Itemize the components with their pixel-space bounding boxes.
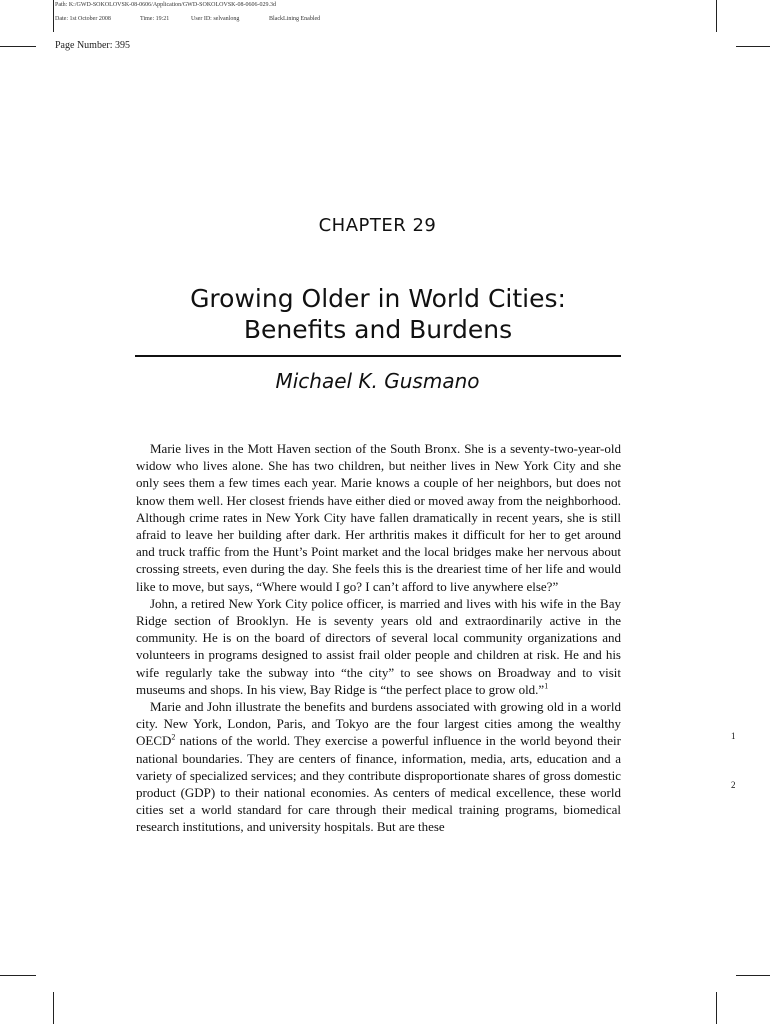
crop-mark-top-left-vertical bbox=[53, 0, 54, 32]
crop-mark-bottom-right-horizontal bbox=[736, 975, 770, 976]
paragraph-2 bbox=[136, 595, 621, 698]
title-rule bbox=[135, 355, 621, 357]
header-date: Date: 1st October 2008 bbox=[55, 16, 111, 22]
chapter-label: CHAPTER 29 bbox=[318, 215, 437, 236]
page-number: Page Number: 395 bbox=[55, 40, 130, 51]
body-text bbox=[136, 440, 621, 836]
paragraph-1: Marie lives in the Mott Haven section of the South Bronx. She is a seventy-two-year-old widow who lives alone. She has two children, but neither lives in New York City and she only sees them a few times each year. Marie knows a couple of her neighbors, but does not know them well. Her closest friends have either died or moved away from the neighborhood. Although crime rates in New York City have fallen dramatically in recent years, she is still afraid to leave her building after dark. Her arthritis makes it difficult for her to get around and truck traffic from the Hunt’s Point market and the local bridges make her nervous about crossing streets, even during the day. She feels this is the dreariest time of her life and would like to move, but says, “Where would I go? I can’t afford to live anywhere else?” bbox=[136, 441, 621, 594]
paragraph-2-text: John, a retired New York City police officer, is married and lives with his wife in the Bay Ridge section of Brooklyn. He is seventy years old and extraordinarily active in the community. He is on the board of directors of several local community organizations and volunteers in programs designed to assist frail older people and children at risk. He and his wife regularly take the subway into “the city” to see shows on Broadway and to visit museums and shops. In his view, Bay Ridge is “the perfect place to grow old.” bbox=[136, 595, 621, 697]
crop-mark-bottom-right-vertical bbox=[716, 992, 717, 1024]
author-name: Michael K. Gusmano bbox=[275, 369, 480, 393]
title-line-2: Benefits and Burdens bbox=[243, 315, 513, 344]
margin-note-1: 1 bbox=[731, 731, 736, 741]
paragraph-3 bbox=[136, 698, 621, 836]
crop-mark-top-right-horizontal bbox=[736, 46, 770, 47]
file-path: Path: K:/GWD-SOKOLOVSK-08-0606/Application/GWD-SOKOLOVSK-08-0606-029.3d bbox=[55, 2, 276, 8]
crop-mark-top-left-horizontal bbox=[0, 46, 36, 47]
margin-note-2: 2 bbox=[731, 780, 736, 790]
chapter-title bbox=[135, 283, 621, 345]
footnote-ref-1[interactable]: 1 bbox=[544, 681, 549, 691]
header-blacklining: BlackLining Enabled bbox=[269, 16, 321, 22]
crop-mark-top-right-vertical bbox=[716, 0, 717, 32]
header-user: User ID: selvanlong bbox=[191, 16, 240, 22]
paragraph-3-text-a: Marie and John illustrate the benefits and burdens associated with growing old in a world city. New York, London, Paris, and Tokyo are the four largest cities among the wealthy OECD bbox=[136, 699, 621, 749]
crop-mark-bottom-left-vertical bbox=[53, 992, 54, 1024]
title-line-1: Growing Older in World Cities: bbox=[190, 284, 566, 313]
header-time: Time: 19:21 bbox=[140, 16, 170, 22]
footnote-ref-2[interactable]: 2 bbox=[171, 733, 176, 743]
paragraph-3-text-b: nations of the world. They exercise a powerful influence in the world beyond their national boundaries. They are centers of finance, information, media, arts, education and a variety of specialized services; and they contribute disproportionate shares of gross domestic product (GDP) to their national economies. As centers of medical excellence, these world cities set a world standard for care through their medical training programs, biomedical research institutions, and university hospitals. But are these bbox=[136, 733, 621, 835]
crop-mark-bottom-left-horizontal bbox=[0, 975, 36, 976]
